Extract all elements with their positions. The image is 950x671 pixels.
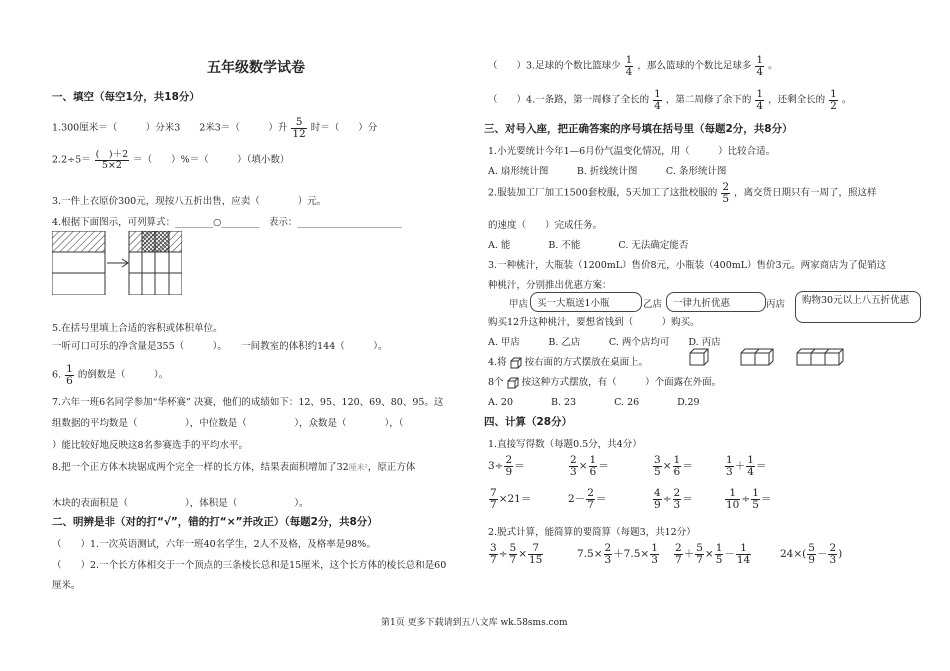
calc-7: $\frac{4}{9}$ ÷ $\frac{2}{3}$ ＝ — [654, 487, 693, 511]
q6-post: 的倒数是（ ）。 — [77, 369, 169, 381]
section-2-heading: 二、明辨是非（对的打“√”，错的打“×”并改正）（每题2分，共8分） — [52, 516, 378, 528]
q2-num: ( )＋2 — [95, 149, 129, 160]
choice-3b: 种桃汁，分别推出优惠方案： — [488, 280, 612, 291]
j4-num-3: 1 — [830, 88, 837, 100]
j4-pre: （ ）4.一条路，第一周修了全长的 — [488, 94, 650, 106]
calc-6-a: 2－ — [568, 493, 586, 505]
j3-den: 4 — [625, 65, 633, 78]
shop-yi-label: 乙店 — [643, 299, 663, 310]
calc-6-eq: ＝ — [595, 493, 607, 505]
shop-yi-offer: 一律九折优惠 — [666, 292, 766, 312]
q1-text: 1.300厘米＝（ ）分米3 2米3＝（ ）升 — [52, 122, 288, 134]
q1-frac-den: 12 — [292, 127, 306, 140]
j4-den-1: 4 — [654, 99, 661, 112]
j3-num: 1 — [625, 54, 633, 66]
question-5b: 一听可口可乐的净含量是355（ ）。 一间教室的体积约144（ ）。 — [52, 341, 388, 352]
cube-arrangement-3 — [796, 348, 844, 366]
j4-post: 。 — [841, 94, 852, 106]
j3-post: 。 — [768, 60, 778, 72]
j3-pre: （ ）3.足球的个数比篮球少 — [488, 60, 621, 72]
choice-2b: 的速度（ ）完成任务。 — [488, 220, 603, 231]
calc-2: $\frac{2}{3}$ × $\frac{1}{6}$ ＝ — [570, 454, 609, 478]
judge-4 — [488, 89, 851, 111]
question-5: 5.在括号里填上合适的容积或体积单位。 — [52, 323, 223, 334]
question-1 — [52, 117, 377, 139]
q6-pre: 6. — [52, 369, 62, 381]
question-7a: 7.六年一班6名同学参加“华杯赛” 决赛，他们的成绩如下：12、95、120、69、80、95。这 — [52, 397, 444, 408]
choice-3c: 购买12升这种桃汁，要想省钱到（ ）购买。 — [488, 317, 700, 328]
c4-post: 按右面的方式摆放在桌面上。 — [524, 357, 649, 368]
calc-5: $\frac{7}{7}$ ×21＝ — [490, 487, 532, 511]
question-2 — [52, 150, 289, 170]
q2-den: 5×2 — [101, 159, 122, 171]
step-calc-3: $\frac{2}{7}$ ＋ $\frac{5}{7}$ × $\frac{1}{5}$ － $\frac{1}{14}$ — [675, 542, 751, 566]
question-4: 4.根据下面图示，可列算式：________○________ 表示：______________________ — [52, 217, 402, 228]
calc-3: $\frac{3}{5}$ × $\frac{1}{6}$ ＝ — [654, 454, 693, 478]
calc-3-eq: ＝ — [682, 460, 693, 472]
j3-den-2: 4 — [756, 65, 764, 78]
calc-4-op: ＋ — [734, 460, 746, 472]
c2-pre: 2.服装加工厂加工1500套校服，5天加工了这批校服的 — [488, 187, 718, 199]
choice-1-options: A. 扇形统计图 B. 折线统计图 C. 条形统计图 — [488, 166, 727, 177]
calc-2-eq: ＝ — [598, 460, 609, 472]
c2-den: 5 — [722, 192, 730, 205]
calc-1-eq: ＝ — [514, 460, 525, 472]
question-6 — [52, 364, 168, 386]
choice-3a: 3.一种桃汁，大瓶装（1200mL）售价8元，小瓶装（400mL）售价3元。两家商店为了促销这 — [488, 260, 887, 271]
fraction-diagram — [52, 231, 182, 295]
question-7b: 组数据的平均数是（ ），中位数是（ ），众数是（ ），（ — [52, 418, 404, 429]
section-4-heading: 四、计算（28分） — [484, 416, 573, 428]
calc-step-heading: 2.脱式计算，能简算的要简算（每题3，共12分） — [488, 527, 696, 538]
choice-4b — [488, 374, 721, 389]
c2-num: 2 — [722, 181, 730, 193]
calc-1-a: 3÷ — [488, 460, 504, 472]
step-calc-2: 7.5× $\frac{2}{3}$ ＋7.5× $\frac{1}{3}$ — [577, 542, 658, 566]
cube-arrangement-1 — [689, 348, 709, 366]
cube-icon — [507, 377, 519, 389]
question-8a — [52, 459, 415, 473]
calc-1: 3÷ $\frac{2}{9}$ ＝ — [488, 454, 525, 478]
choice-1: 1.小光要统计今年1—6月份气温变化情况，用（ ）比较合适。 — [488, 146, 776, 157]
j3-num-2: 1 — [756, 54, 764, 66]
shop-bing-offer: 购物30元以上八五折优惠 — [795, 291, 921, 323]
question-3: 3.一件上衣原价300元，现按八五折出售，应卖（ ）元。 — [52, 196, 327, 207]
calc-8-eq: ＝ — [760, 493, 772, 505]
judge-1: （ ）1.一次英语测试，六年一班40名学生，2人不及格，及格率是98%。 — [52, 539, 376, 550]
q6-num: 1 — [66, 363, 73, 375]
step-calc-1: $\frac{3}{7}$ ÷ $\frac{5}{7}$ × $\frac{7}{15}$ — [490, 542, 543, 566]
j3-mid: ，那么篮球的个数比足球多 — [637, 60, 752, 72]
shop-bing-label: 丙店 — [766, 299, 786, 310]
q8-text-b: ，原正方体 — [367, 462, 416, 473]
choice-2-options: A. 能 B. 不能 C. 无法确定能否 — [488, 240, 689, 251]
page-footer: 第1页 更多下载请到五八文库 wk.58sms.com — [381, 618, 568, 628]
q8-unit: 厘米² — [348, 463, 368, 472]
calc-5-rest: ×21＝ — [498, 493, 532, 505]
q6-den: 6 — [66, 374, 73, 387]
calc-direct-heading: 1.直接写得数（每题0.5分，共4分） — [488, 439, 642, 450]
choice-3-options: A. 甲店 B. 乙店 C. 两个店均可 D. 丙店 — [488, 337, 721, 348]
calc-3-op: × — [662, 460, 672, 472]
cube-arrangement-2 — [740, 348, 774, 366]
j4-den-2: 4 — [756, 99, 764, 112]
section-3-heading: 三、对号入座，把正确答案的序号填在括号里（每题2分，共8分） — [484, 123, 793, 135]
q1-frac-num: 5 — [291, 117, 306, 129]
question-8c: 木块的表面积是（ ），体积是（ ）。 — [52, 498, 309, 509]
j4-mid2: ，还剩全长的 — [768, 94, 826, 106]
q1-text-b: 时＝（ ）分 — [310, 122, 378, 134]
shop-jia-offer: 买一大瓶送1小瓶 — [530, 292, 642, 312]
calc-7-eq: ＝ — [682, 493, 693, 505]
choice-4-options: A. 20 B. 23 C. 26 D.29 — [488, 397, 700, 408]
j4-num-1: 1 — [654, 88, 661, 100]
j4-mid: ，第二周修了余下的 — [665, 94, 752, 106]
q2-rest: ＝（ ）%＝（ ）（填小数） — [133, 154, 290, 166]
choice-2a — [488, 182, 877, 204]
question-7c: ）能比较好地反映这8名参赛选手的平均水平。 — [52, 440, 249, 451]
judge-2a: （ ）2.一个长方体相交于一个顶点的三条棱长总和是15厘米，这个长方体的棱长总和是60 — [52, 560, 447, 571]
j4-den-3: 2 — [830, 99, 837, 112]
calc-4-eq: ＝ — [755, 460, 767, 472]
calc-8: $\frac{1}{10}$ ÷ $\frac{1}{5}$ ＝ — [726, 487, 772, 511]
shop-jia-label: 甲店 — [509, 299, 529, 310]
step-calc-4: 24×( $\frac{5}{9}$ － $\frac{2}{3}$ ) — [780, 542, 843, 566]
calc-2-op: × — [578, 460, 588, 472]
choice-4a — [488, 354, 648, 369]
cube-icon — [510, 357, 522, 369]
q8-text: 8.把一个正方体木块锯成两个完全一样的长方体，结果表面积增加了32 — [52, 462, 349, 473]
c4-rest: 按这种方式摆放，有（ ）个面露在外面。 — [521, 377, 722, 388]
page-title: 五年级数学试卷 — [207, 60, 305, 76]
c4-pre: 4.将 — [488, 357, 507, 368]
calc-4: $\frac{1}{3}$ ＋ $\frac{1}{4}$ ＝ — [726, 454, 767, 478]
q2-prefix: 2.2÷5＝ — [52, 154, 91, 166]
calc-6: 2－ $\frac{2}{7}$ ＝ — [568, 487, 607, 511]
c2-post: ，离交货日期只有一周了，照这样 — [734, 187, 877, 199]
c4-count: 8个 — [488, 377, 504, 388]
judge-2b: 厘米。 — [52, 580, 81, 591]
section-1-heading: 一、填空（每空1分，共18分） — [52, 91, 200, 103]
j4-num-2: 1 — [756, 88, 764, 100]
judge-3 — [488, 55, 778, 77]
